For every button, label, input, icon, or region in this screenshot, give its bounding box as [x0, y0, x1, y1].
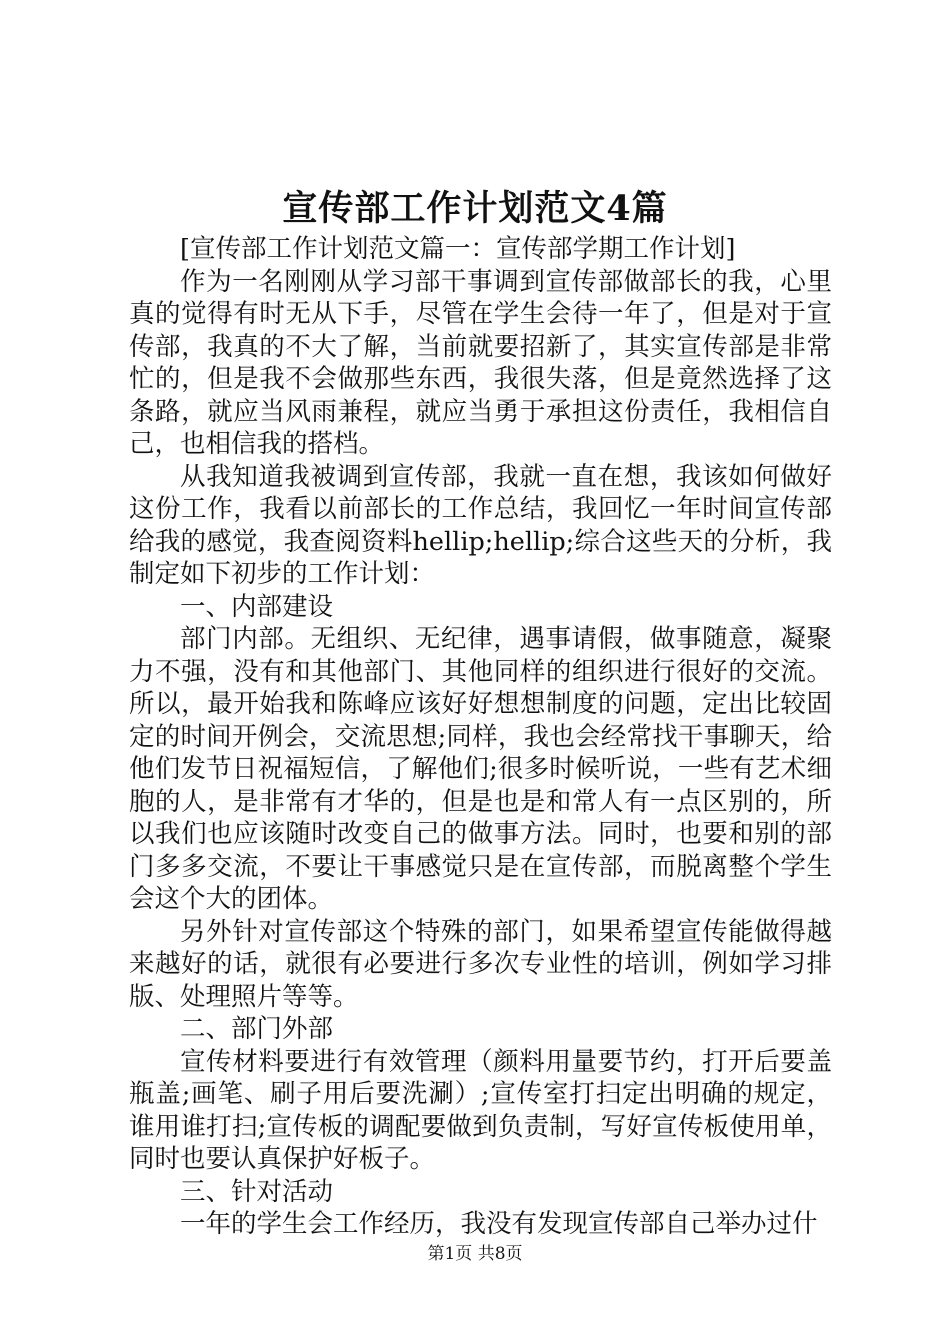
section-heading-activities: 三、针对活动	[180, 1176, 334, 1207]
body-paragraph: 宣传材料要进行有效管理（颜料用量要节约，打开后要盖瓶盖;画笔、刷子用后要洗涮）;宣传室打扫定出明确的规定，谁用谁打扫;宣传板的调配要做到负责制，写好宣传板使用单，同时也要认真保护好板子。	[129, 1046, 832, 1174]
document-title: 宣传部工作计划范文4篇	[282, 188, 668, 229]
body-paragraph: 从我知道我被调到宣传部，我就一直在想，我该如何做好这份工作，我看以前部长的工作总结，我回忆一年时间宣传部给我的感觉，我查阅资料hellip;hellip;综合这些天的分析，我制定如下初步的工作计划：	[129, 461, 832, 589]
body-paragraph: 部门内部。无组织、无纪律，遇事请假，做事随意，凝聚力不强，没有和其他部门、其他同样的组织进行很好的交流。所以，最开始我和陈峰应该好好想想制度的问题，定出比较固定的时间开例会，交流思想;同样，我也会经常找干事聊天，给他们发节日祝福短信，了解他们;很多时候听说，一些有艺术细胞的人，是非常有才华的，但是也是和常人有一点区别的，所以我们也应该随时改变自己的做事方法。同时，也要和别的部门多多交流，不要让干事感觉只是在宣传部，而脱离整个学生会这个大的团体。	[129, 624, 832, 914]
page-number-footer: 第1页 共8页	[427, 1244, 523, 1264]
section-heading-article-one: [宣传部工作计划范文篇一：宣传部学期工作计划]	[180, 234, 736, 264]
document-body	[129, 233, 832, 1241]
section-heading-external: 二、部门外部	[180, 1014, 334, 1044]
body-paragraph: 作为一名刚刚从学习部干事调到宣传部做部长的我，心里真的觉得有时无从下手，尽管在学生会待一年了，但是对于宣传部，我真的不大了解，当前就要招新了，其实宣传部是非常忙的，但是我不会做那些东西，我很失落，但是竟然选择了这条路，就应当风雨兼程，就应当勇于承担这份责任，我相信自己，也相信我的搭档。	[129, 266, 832, 459]
section-heading-internal: 一、内部建设	[180, 591, 334, 622]
body-paragraph: 一年的学生会工作经历，我没有发现宣传部自己举办过什	[180, 1209, 818, 1239]
body-paragraph: 另外针对宣传部这个特殊的部门，如果希望宣传能做得越来越好的话，就很有必要进行多次专业性的培训，例如学习排版、处理照片等等。	[129, 916, 832, 1012]
